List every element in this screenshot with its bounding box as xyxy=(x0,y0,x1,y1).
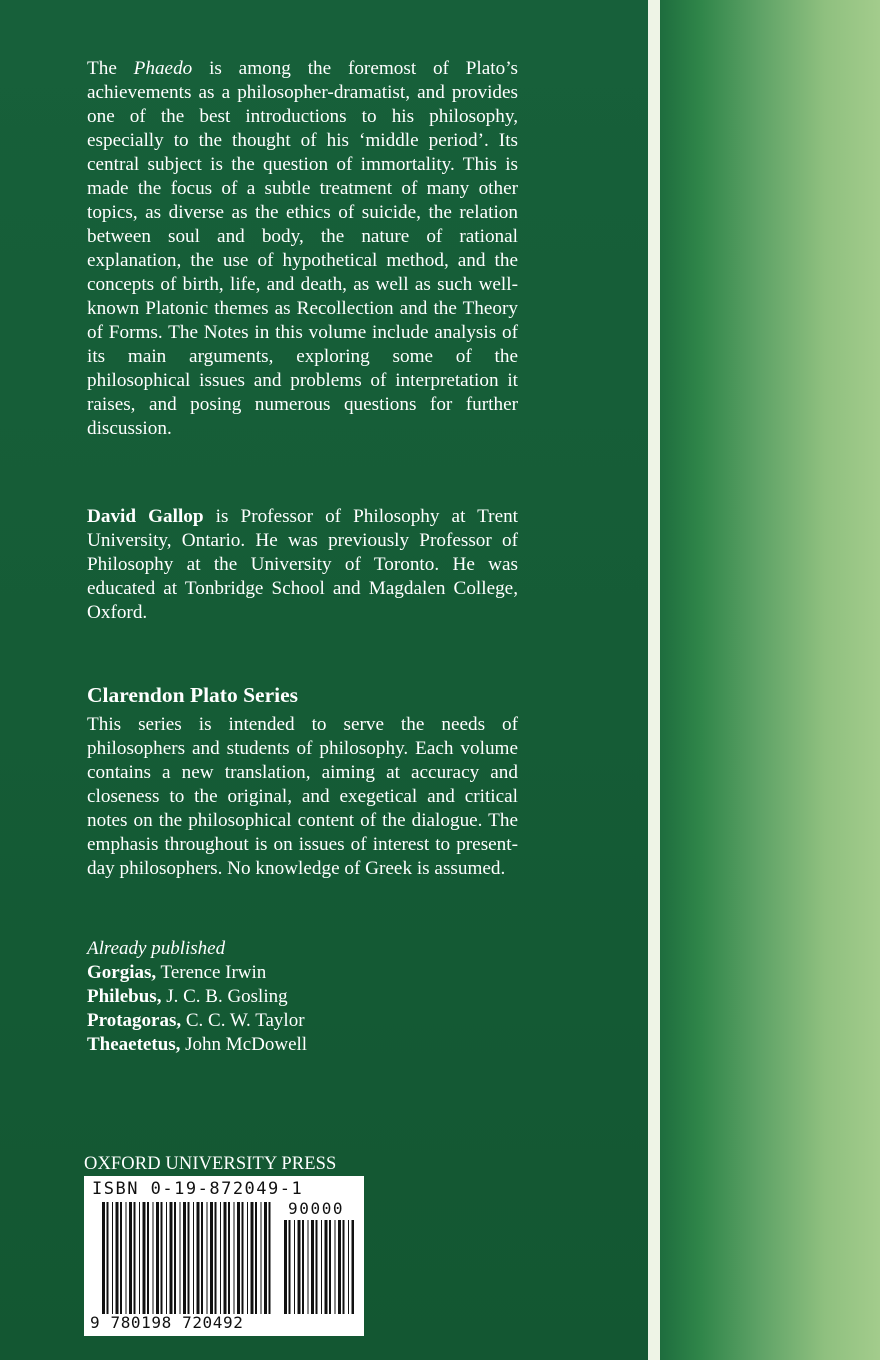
barcode-bar xyxy=(129,1202,132,1314)
published-item xyxy=(87,961,518,985)
barcode-bar xyxy=(170,1202,173,1314)
barcode-bar xyxy=(147,1202,149,1314)
barcode-bar xyxy=(269,1202,271,1314)
barcode-bar xyxy=(126,1202,127,1314)
barcode-bar xyxy=(107,1202,109,1314)
barcode-bar xyxy=(234,1202,235,1314)
published-title: Philebus, xyxy=(87,986,162,1007)
author-name: David Gallop xyxy=(87,506,204,527)
cover-divider xyxy=(648,0,660,1360)
barcode-bar xyxy=(242,1202,244,1314)
published-title: Gorgias, xyxy=(87,962,157,983)
book-blurb xyxy=(87,57,518,441)
barcode-bar xyxy=(116,1202,119,1314)
barcode-bar xyxy=(201,1202,203,1314)
barcode-bar xyxy=(237,1202,240,1314)
spine-gradient xyxy=(660,0,880,1360)
barcode-bar xyxy=(343,1220,345,1314)
published-item xyxy=(87,1033,518,1057)
blurb-text: is among the foremost of Plato’s achievements as a philosopher-dramatist, and provides one of the best introductions to his philosophy, especially to the thought of his ‘middle period’. Its central subject is the question of immortality. This is made the focus of a subtle treatment of many other topics, as diverse as the ethics of suicide, the relation between soul and body, the nature of rational explanation, the use of hypothetical method, and the concepts of birth, life, and death, as well as such well-known Platonic themes as Recollection and the Theory of Forms. The Notes in this volume include analysis of its main arguments, exploring some of the philosophical issues and problems of interpretation it raises, and posing numerous questions for further discussion. xyxy=(87,58,518,439)
barcode-bar xyxy=(143,1202,146,1314)
barcode-bar xyxy=(348,1220,349,1314)
barcode-bar xyxy=(352,1220,355,1314)
barcode-bar xyxy=(289,1220,291,1314)
barcode-bar xyxy=(264,1202,267,1314)
barcode-bar xyxy=(215,1202,217,1314)
series-title: Clarendon Plato Series xyxy=(87,683,299,707)
ean-number: 9 780198 720492 xyxy=(90,1313,244,1332)
author-bio-text: is Professor of Philosophy at Trent University, Ontario. He was previously Professor of Philosophy at the University of Toronto. He was educated at Tonbridge School and Magdalen College, Oxford. xyxy=(87,506,519,623)
price-addon-number: 90000 xyxy=(288,1199,345,1218)
barcode-bar xyxy=(247,1202,248,1314)
already-published-list xyxy=(87,937,518,1057)
barcode-bar xyxy=(139,1202,140,1314)
barcode-bar xyxy=(193,1202,194,1314)
barcode-bar xyxy=(308,1220,309,1314)
barcode-bar xyxy=(183,1202,186,1314)
barcode-bar xyxy=(197,1202,200,1314)
barcode xyxy=(84,1176,364,1336)
barcode-bar xyxy=(338,1220,341,1314)
barcode-bar xyxy=(294,1220,295,1314)
publisher-name: OXFORD UNIVERSITY PRESS xyxy=(84,1154,337,1174)
barcode-bar xyxy=(335,1220,336,1314)
barcode-bar xyxy=(311,1220,314,1314)
barcode-bar xyxy=(210,1202,213,1314)
barcode-bar xyxy=(255,1202,257,1314)
barcode-bar xyxy=(220,1202,221,1314)
barcode-bar xyxy=(302,1220,304,1314)
barcode-bar xyxy=(325,1220,328,1314)
ean-barcode-bars xyxy=(102,1202,272,1314)
barcode-bar xyxy=(120,1202,122,1314)
blurb-book-title: Phaedo xyxy=(133,58,193,79)
isbn-number: ISBN 0-19-872049-1 xyxy=(92,1179,304,1199)
barcode-bar xyxy=(261,1202,262,1314)
barcode-bar xyxy=(180,1202,181,1314)
barcode-bar xyxy=(224,1202,227,1314)
barcode-bar xyxy=(207,1202,208,1314)
barcode-bar xyxy=(298,1220,301,1314)
barcode-bar xyxy=(316,1220,318,1314)
blurb-intro: The xyxy=(87,58,134,79)
barcode-bar xyxy=(329,1220,331,1314)
barcode-bar xyxy=(112,1202,113,1314)
barcode-bar xyxy=(188,1202,190,1314)
barcode-bar xyxy=(134,1202,136,1314)
published-author: Terence Irwin xyxy=(156,962,267,983)
series-description: This series is intended to serve the needs of philosophers and students of philosophy. Each volume contains a new translation, aiming at accuracy and closeness to the original, and exegetical and critical notes on the philosophical content of the dialogue. The emphasis throughout is on issues of interest to present-day philosophers. No knowledge of Greek is assumed. xyxy=(87,714,518,879)
barcode-bar xyxy=(161,1202,163,1314)
published-title: Protagoras, xyxy=(87,1010,182,1031)
author-bio xyxy=(87,505,518,625)
barcode-bar xyxy=(321,1220,322,1314)
barcode-bar xyxy=(156,1202,159,1314)
published-item xyxy=(87,1009,518,1033)
published-title: Theaetetus, xyxy=(87,1034,181,1055)
addon-barcode-bars xyxy=(284,1220,354,1314)
published-author: J. C. B. Gosling xyxy=(161,986,288,1007)
barcode-bar xyxy=(284,1220,287,1314)
barcode-bar xyxy=(153,1202,154,1314)
barcode-bar xyxy=(166,1202,167,1314)
published-author: John McDowell xyxy=(180,1034,308,1055)
already-published-heading: Already published xyxy=(87,938,226,959)
published-author: C. C. W. Taylor xyxy=(181,1010,305,1031)
barcode-bar xyxy=(251,1202,254,1314)
barcode-bar xyxy=(174,1202,176,1314)
barcode-bar xyxy=(228,1202,230,1314)
published-item xyxy=(87,985,518,1009)
barcode-bar xyxy=(102,1202,105,1314)
